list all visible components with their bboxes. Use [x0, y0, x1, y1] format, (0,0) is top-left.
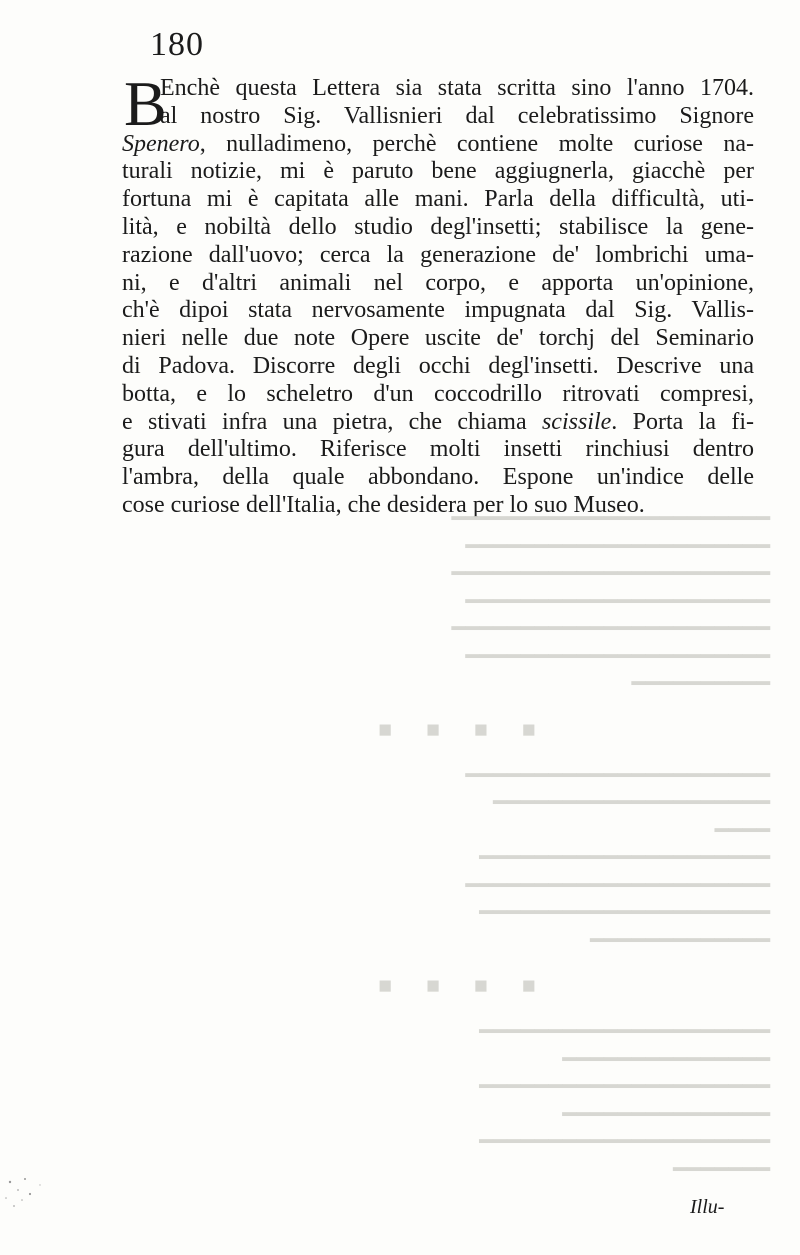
drop-cap: B [124, 68, 167, 139]
italic-word: Spenero [122, 130, 200, 157]
text-line: lità, e nobiltà dello studio degl'insetti; stabilisce la gene- [122, 213, 754, 240]
show-through-texture: ━━━━━━━━━━━━━━━━━━━━━━━ ━━━━━━━━━━━━━━━━━━━━━━ ━━━━━━━━━━━━━━━━━━━━━━━ ━━━━━━━━━━━━━━━━━━━━━━ ━━━━━━━━━━━━━━━━━━━━━━━ ━━━━━━━━━━━━━━━━━━━━━━ ━━━━━━━━━━ ■■■■ ━━━━━━━━━━━━━━━━━━━━━━ ━━━━━━━━━━━━━━━━━━━━ ━━━━ ━━━━━━━━━━━━━━━━━━━━━ ━━━━━━━━━━━━━━━━━━━━━━ ━━━━━━━━━━━━━━━━━━━━━ ━━━━━━━━━━━━━ ■■■■ ━━━━━━━━━━━━━━━━━━━━━ ━━━━━━━━━━━━━━━ ━━━━━━━━━━━━━━━━━━━━━ ━━━━━━━━━━━━━━━ ━━━━━━━━━━━━━━━━━━━━━ ━━━━━━━ [344, 506, 770, 1182]
text-line: ni, e d'altri animali nel corpo, e apporta un'opinione, [122, 269, 754, 296]
text-line: cose curiose dell'Italia, che desidera per lo suo Museo. [122, 491, 645, 518]
text-line: ch'è dipoi stata nervosamente impugnata dal Sig. Vallis- [122, 297, 754, 324]
text-line: Enchè questa Lettera sia stata scritta sino l'anno 1704. [160, 75, 754, 101]
text-line: di Padova. Discorre degli occhi degl'insetti. Descrive una [122, 352, 754, 379]
body-paragraph [122, 75, 754, 520]
text-line: turali notizie, mi è paruto bene aggiugnerla, giacchè per [122, 158, 754, 185]
text-line: razione dall'uovo; cerca la generazione de' lombrichi uma- [122, 241, 754, 268]
text-line: al nostro Sig. Vallisnieri dal celebratissimo Signore [160, 102, 754, 129]
italic-word: scissile [541, 408, 612, 435]
text-line: Spenero, nulladimeno, perchè contiene molte curiose na- [122, 130, 754, 157]
text-line: nieri nelle due note Opere uscite de' torchj del Seminario [122, 325, 754, 352]
text-line: l'ambra, della quale abbondano. Espone un'indice delle [122, 464, 754, 491]
catchword: Illu- [690, 1196, 725, 1218]
text-line: botta, e lo scheletro d'un coccodrillo ritrovati compresi, [122, 380, 754, 407]
text-line: gura dell'ultimo. Riferisce molti insetti rinchiusi dentro [122, 436, 754, 463]
text-line: fortuna mi è capitata alle mani. Parla della difficultà, uti- [122, 186, 754, 213]
page-number: 180 [150, 26, 204, 63]
text-line: e stivati infra una pietra, che chiama scissile. Porta la fi- [122, 408, 754, 435]
paper-specks [0, 1170, 90, 1240]
